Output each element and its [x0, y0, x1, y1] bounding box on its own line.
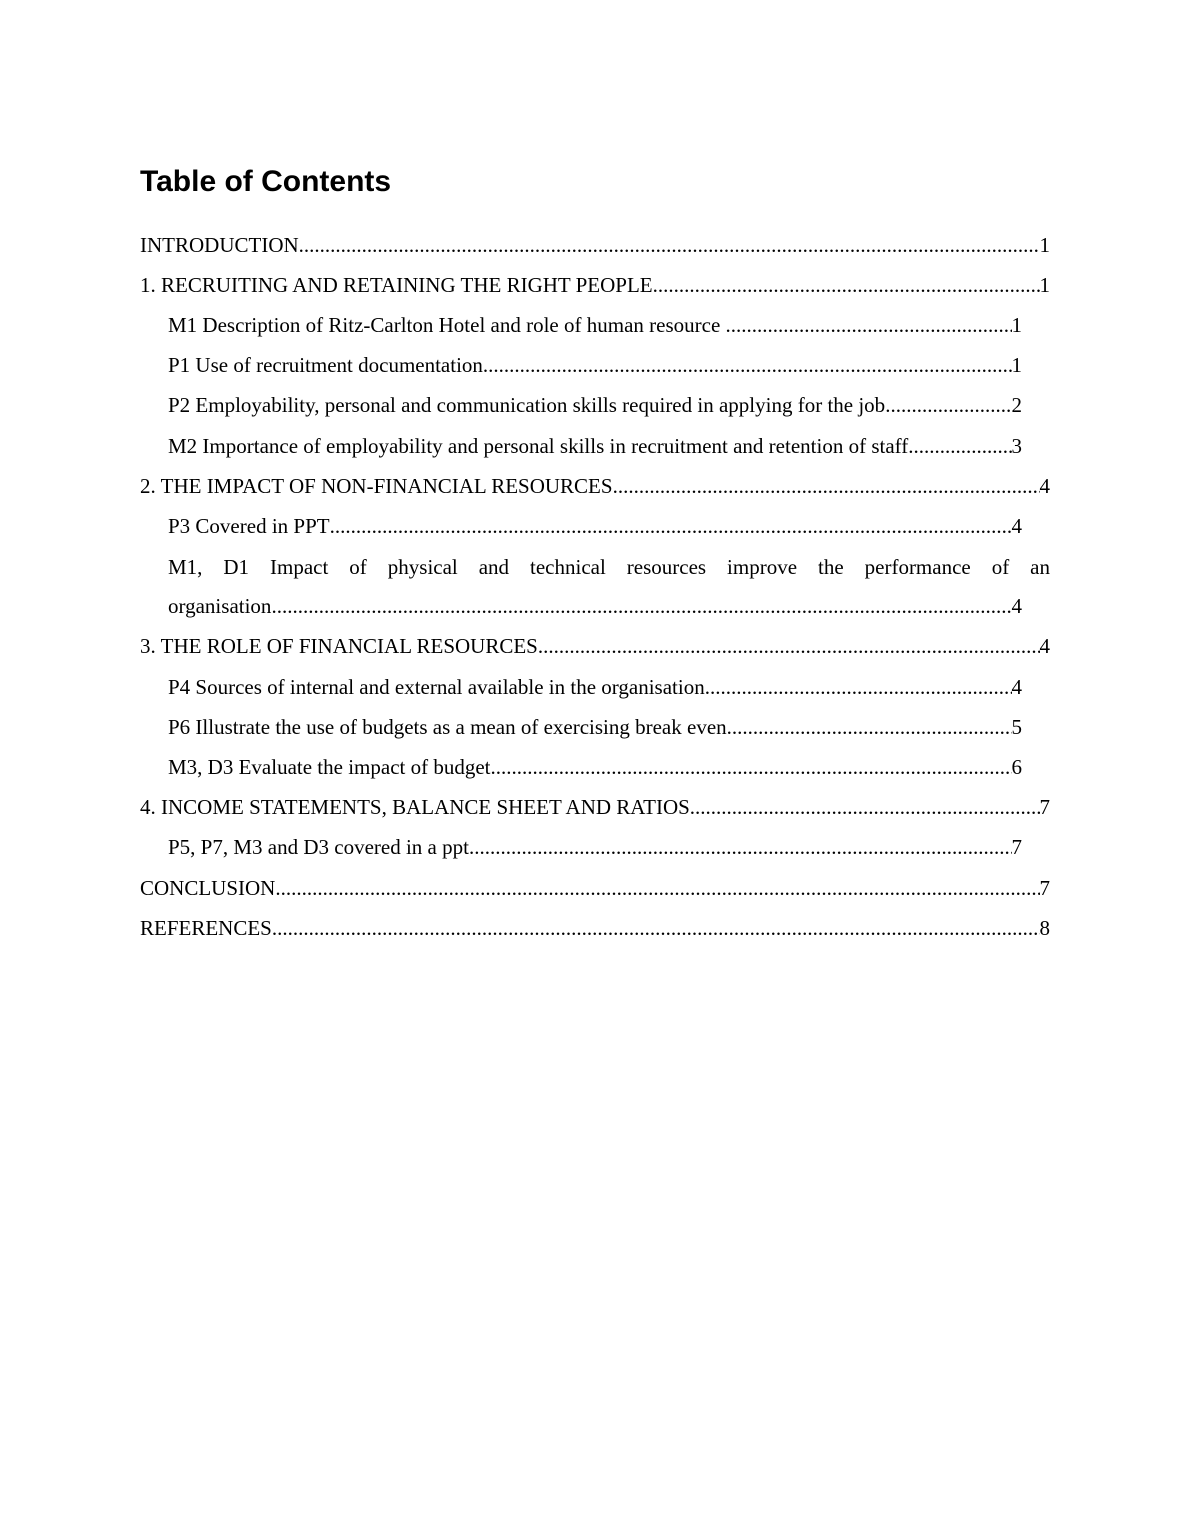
toc-entry-label: M1 Description of Ritz-Carlton Hotel and role of human resource — [168, 312, 726, 337]
toc-leader-dots — [271, 594, 1011, 619]
toc-entry-page: 5 — [1011, 714, 1022, 739]
toc-entry-m3-d3[interactable] — [168, 747, 1022, 787]
toc-leader-dots — [299, 233, 1040, 258]
toc-entry-label-line2: organisation — [168, 594, 272, 619]
toc-entry-section-2[interactable] — [140, 466, 1050, 506]
toc-entry-page: 8 — [1039, 915, 1050, 940]
table-of-contents — [140, 225, 1050, 948]
toc-entry-page: 4 — [1039, 634, 1050, 659]
toc-entry-page: 4 — [1011, 513, 1022, 538]
toc-entry-section-4[interactable] — [140, 788, 1050, 828]
toc-entry-conclusion[interactable] — [140, 868, 1050, 908]
toc-entry-m2[interactable] — [168, 426, 1022, 466]
toc-title: Table of Contents — [140, 165, 392, 198]
toc-entry-label: 3. THE ROLE OF FINANCIAL RESOURCES — [140, 634, 538, 659]
toc-entry-page: 7 — [1039, 875, 1050, 900]
toc-entry-page: 1 — [1011, 353, 1022, 378]
toc-leader-dots — [491, 755, 1012, 780]
toc-leader-dots — [483, 353, 1012, 378]
toc-entry-page: 1 — [1039, 232, 1050, 257]
toc-leader-dots — [705, 675, 1012, 700]
toc-entry-p3[interactable] — [168, 506, 1022, 546]
toc-leader-dots — [885, 393, 1011, 418]
toc-entry-introduction[interactable] — [140, 225, 1050, 265]
toc-entry-label: P3 Covered in PPT — [168, 513, 330, 538]
toc-entry-label: 4. INCOME STATEMENTS, BALANCE SHEET AND RATIOS — [140, 795, 690, 820]
toc-leader-dots — [469, 835, 1012, 860]
toc-entry-m1[interactable] — [168, 305, 1022, 345]
toc-entry-page: 1 — [1039, 272, 1050, 297]
toc-entry-label: 2. THE IMPACT OF NON-FINANCIAL RESOURCES — [140, 473, 613, 498]
toc-entry-p6[interactable] — [168, 707, 1022, 747]
toc-entry-label: P4 Sources of internal and external available in the organisation — [168, 674, 705, 699]
toc-entry-page: 4 — [1011, 594, 1022, 619]
toc-entry-m1-d1[interactable] — [168, 547, 1050, 627]
toc-entry-section-1[interactable] — [140, 265, 1050, 305]
toc-entry-label: INTRODUCTION — [140, 232, 299, 257]
toc-entry-page: 7 — [1039, 795, 1050, 820]
toc-entry-page: 4 — [1039, 473, 1050, 498]
toc-entry-p5-p7[interactable] — [168, 828, 1022, 868]
toc-entry-label: M2 Importance of employability and personal skills in recruitment and retention of staff — [168, 433, 909, 458]
toc-entry-page: 6 — [1011, 755, 1022, 780]
toc-entry-page: 1 — [1011, 312, 1022, 337]
toc-entry-references[interactable] — [140, 908, 1050, 948]
toc-leader-dots — [690, 795, 1040, 820]
toc-entry-label: CONCLUSION — [140, 875, 276, 900]
toc-entry-page: 2 — [1011, 393, 1022, 418]
toc-entry-section-3[interactable] — [140, 627, 1050, 667]
toc-leader-dots — [653, 273, 1040, 298]
toc-leader-dots — [726, 313, 1012, 338]
toc-leader-dots — [538, 634, 1040, 659]
toc-entry-label-line1: M1, D1 Impact of physical and technical resources improve the performance of an — [168, 554, 1050, 579]
toc-entry-label: P2 Employability, personal and communication skills required in applying for the job — [168, 393, 886, 418]
toc-entry-page: 3 — [1011, 433, 1022, 458]
toc-entry-page: 7 — [1011, 835, 1022, 860]
toc-entry-label: 1. RECRUITING AND RETAINING THE RIGHT PEOPLE — [140, 272, 653, 297]
toc-entry-p1[interactable] — [168, 346, 1022, 386]
toc-entry-label: P1 Use of recruitment documentation — [168, 353, 483, 378]
toc-entry-p2[interactable] — [168, 386, 1022, 426]
toc-entry-page: 4 — [1011, 674, 1022, 699]
toc-leader-dots — [908, 434, 1011, 459]
toc-leader-dots — [330, 514, 1012, 539]
toc-entry-label: P5, P7, M3 and D3 covered in a ppt — [168, 835, 469, 860]
toc-leader-dots — [275, 876, 1039, 901]
toc-leader-dots — [613, 474, 1040, 499]
toc-entry-label: M3, D3 Evaluate the impact of budget — [168, 755, 491, 780]
toc-entry-label: REFERENCES — [140, 915, 272, 940]
toc-leader-dots — [272, 916, 1040, 941]
toc-entry-label: P6 Illustrate the use of budgets as a mean of exercising break even — [168, 714, 727, 739]
toc-leader-dots — [727, 715, 1012, 740]
toc-entry-p4[interactable] — [168, 667, 1022, 707]
